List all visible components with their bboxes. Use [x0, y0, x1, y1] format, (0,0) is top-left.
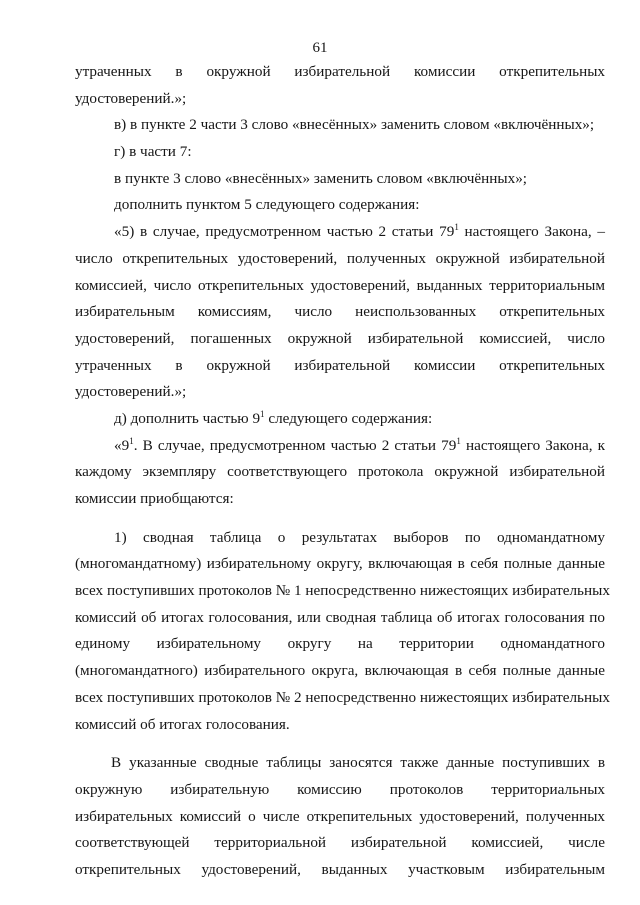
- text-line: окружную избирательную комиссию протоколов территориальных: [75, 780, 605, 798]
- text-line: соответствующей территориальной избирательной комиссией, числе: [75, 834, 605, 852]
- text-line: В указанные сводные таблицы заносятся также данные поступивших в: [111, 754, 605, 772]
- text-line: число открепительных удостоверений, полученных окружной избирательной: [75, 249, 605, 267]
- text-fragment: следующего содержания:: [264, 409, 433, 427]
- text-line: (многомандатного) избирательного округа, включающая в себя полные данные: [75, 662, 605, 680]
- superscript: 1: [454, 222, 459, 233]
- document-body: [75, 59, 610, 884]
- text-fragment: «5) в случае, предусмотренном частью 2 статьи 79: [114, 223, 455, 241]
- text-fragment: «9: [114, 436, 130, 454]
- text-line: удостоверений, погашенных окружной избирательной комиссией, число: [75, 329, 605, 347]
- text-line: удостоверений.»;: [75, 383, 187, 401]
- text-line: каждому экземпляру соответствующего протокола окружной избирательной: [75, 463, 605, 481]
- text-line: комиссий об итогах голосования, или сводная таблица об итогах голосования по: [75, 608, 605, 626]
- text-line: [75, 406, 605, 433]
- text-line: удостоверений.»;: [75, 89, 187, 107]
- text-line: комиссией, число открепительных удостоверений, выданных территориальным: [75, 276, 605, 294]
- text-line: 1) сводная таблица о результатах выборов по одномандатному: [114, 528, 605, 546]
- superscript: 1: [129, 435, 134, 446]
- text-line: (многомандатному) избирательному округу, включающая в себя полные данные: [75, 555, 605, 573]
- text-line: дополнить пунктом 5 следующего содержания:: [114, 196, 420, 214]
- text-line: [75, 433, 605, 460]
- text-line: избирательным комиссиям, число неиспользованных открепительных: [75, 303, 605, 321]
- text-fragment: настоящего Закона, к: [460, 436, 606, 454]
- superscript: 1: [456, 435, 461, 446]
- text-line: комиссии приобщаются:: [75, 490, 234, 507]
- text-line: в пункте 3 слово «внесённых» заменить словом «включённых»;: [114, 169, 528, 187]
- text-line: [75, 219, 605, 246]
- superscript: 1: [260, 408, 265, 419]
- text-line: комиссий об итогах голосования.: [75, 715, 290, 733]
- text-line: избирательных комиссий о числе открепительных удостоверений, полученных: [75, 807, 605, 825]
- text-line: всех поступивших протоколов № 1 непосредственно нижестоящих избирательных: [75, 582, 610, 600]
- page-number: 61: [312, 40, 328, 56]
- text-line: единому избирательному округу на территории одномандатного: [75, 635, 605, 653]
- text-fragment: настоящего Закона, –: [458, 223, 605, 241]
- text-line: г) в части 7:: [114, 143, 192, 161]
- text-line: всех поступивших протоколов № 2 непосредственно нижестоящих избирательных: [75, 688, 610, 706]
- text-line: открепительных удостоверений, выданных участковым избирательным: [75, 860, 605, 878]
- text-line: утраченных в окружной избирательной комиссии открепительных: [75, 356, 605, 374]
- text-fragment: д) дополнить частью 9: [114, 409, 261, 427]
- text-line: утраченных в окружной избирательной комиссии открепительных: [75, 63, 605, 80]
- text-line: в) в пункте 2 части 3 слово «внесённых» заменить словом «включённых»;: [114, 116, 595, 134]
- text-fragment: . В случае, предусмотренном частью 2 статьи 79: [133, 436, 457, 454]
